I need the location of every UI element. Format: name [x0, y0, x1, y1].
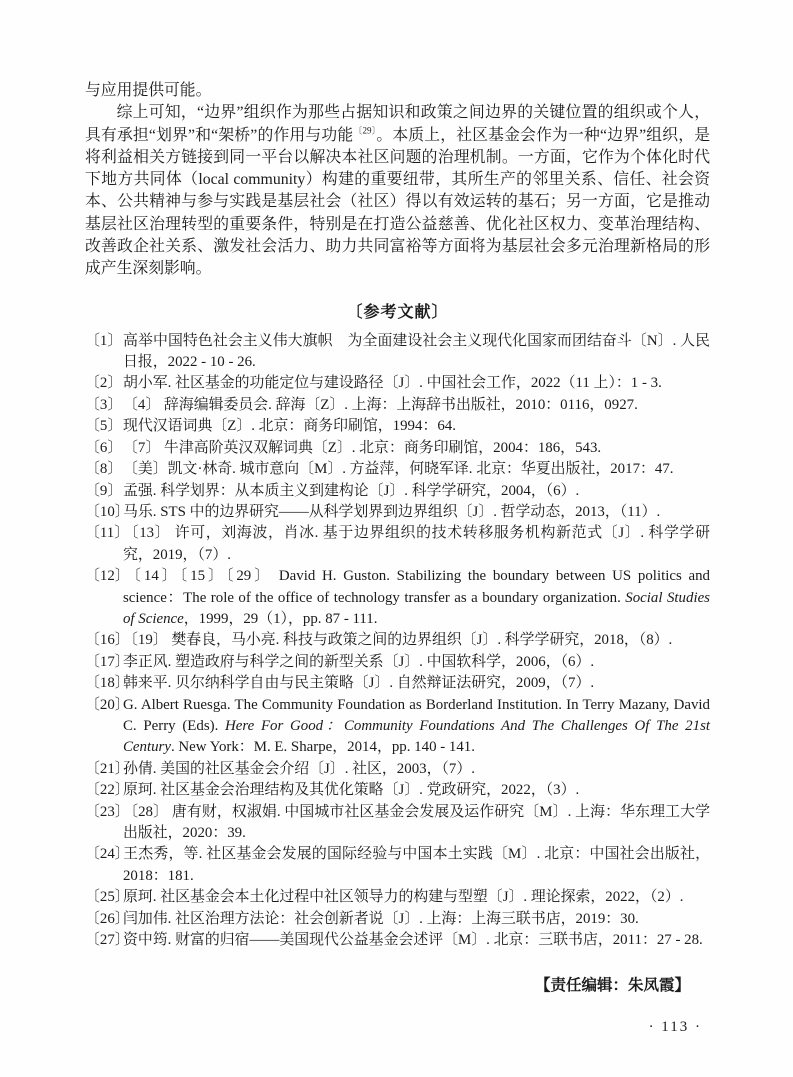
reference-label: 〔27〕: [85, 932, 130, 949]
reference-text: 李正风. 塑造政府与科学之间的新型关系〔J〕. 中国软科学，2006，（6）.: [122, 653, 595, 670]
reference-text: G. Albert Ruesga. The Community Foundation as Borderland Institution. In Terry Mazany, David C. Perry (Eds).: [122, 696, 710, 734]
reference-item: [85, 523, 710, 566]
reference-item: [85, 481, 710, 502]
reference-text: 〔4〕 辞海编辑委员会. 辞海〔Z〕. 上海：上海辞书出版社，2010：0116，0927.: [122, 396, 638, 413]
reference-text: 〔28〕 唐有财，权淑娟. 中国城市社区基金会发展及运作研究〔M〕. 上海：华东理工大学出版社，2020：39.: [122, 803, 710, 842]
reference-text: ，1999，29（1），pp. 87 - 111.: [183, 610, 378, 627]
reference-text: 资中筠. 财富的归宿——美国现代公益基金会述评〔M〕. 北京：三联书店，2011：27 - 28.: [122, 932, 703, 949]
reference-text: Social Studies of Science: [122, 589, 710, 627]
references-heading: 〔参考文献〕: [346, 303, 449, 321]
reference-text: 原珂. 社区基金会治理结构及其优化策略〔J〕. 党政研究，2022，（3）.: [122, 782, 580, 799]
reference-text: 〔美〕凯文·林奇. 城市意向〔M〕. 方益萍，何晓军译. 北京：华夏出版社，2017：47.: [122, 461, 674, 478]
reference-label: 〔26〕: [85, 910, 130, 927]
reference-text: 〔19〕 樊春良，马小亮. 科技与政策之间的边界组织〔J〕. 科学学研究，2018，（8）.: [122, 632, 673, 649]
editor-note: 【责任编辑：朱凤霞】: [534, 977, 690, 995]
reference-label: 〔16〕: [85, 632, 130, 649]
reference-item: [85, 909, 710, 930]
reference-item: [85, 331, 710, 374]
reference-label: 〔9〕: [85, 482, 123, 499]
reference-label: 〔3〕: [85, 396, 123, 413]
reference-item: [85, 395, 710, 416]
reference-item: [85, 459, 710, 480]
reference-text: 闫加伟. 社区治理方法论：社会创新者说〔J〕. 上海：上海三联书店，2019：30.: [122, 910, 639, 927]
reference-text: 韩来平. 贝尔纳科学自由与民主策略〔J〕. 自然辩证法研究，2009，（7）.: [122, 675, 595, 692]
reference-item: [85, 673, 710, 694]
reference-label: 〔17〕: [85, 653, 130, 670]
reference-label: 〔21〕: [85, 760, 130, 777]
citation-superscript: 〔29〕: [353, 125, 377, 136]
reference-text: 高举中国特色社会主义伟大旗帜 为全面建设社会主义现代化国家而团结奋斗〔N〕. 人民日报，2022 - 10 - 26.: [122, 332, 710, 371]
paragraph-continuation-line: 与应用提供可能。: [85, 82, 212, 99]
reference-item: [85, 630, 710, 651]
reference-label: 〔23〕: [85, 803, 130, 820]
reference-label: 〔22〕: [85, 782, 130, 799]
paragraph-text-after-citation: 。本质上，社区基金会作为一种“边界”组织，是将利益相关方链接到同一平台以解决本社区问题的治理机制。一方面，它作为个体化时代下地方共同体（local community）构建的重要纽带，其所生产的邻里关系、信任、社会资本、公共精神与参与实践是基层社会（社区）得以有效运转的基石；另一方面，它是推动基层社区治理转型的重要条件，特别是在打造公益慈善、优化社区权力、变革治理结构、改善政企社关系、激发社会活力、助力共同富裕等方面将为基层社会多元治理新格局的形成产生深刻影响。: [85, 126, 710, 278]
reference-text: 〔14〕〔15〕〔29〕 David H. Guston. Stabilizing the boundary between US politics and science：The role of the office of technology transfer as a boundary organization.: [122, 568, 710, 606]
reference-item: [85, 502, 710, 523]
reference-text: 马乐. STS 中的边界研究——从科学划界到边界组织〔J〕. 哲学动态，2013，（11）.: [122, 503, 661, 520]
main-paragraph: [85, 102, 710, 280]
paragraph-text-before-citation: 综上可知，“边界”组织作为那些占据知识和政策之间边界的关键位置的组织或个人，具有承担“划界”和“架桥”的作用与功能: [85, 104, 710, 144]
reference-item: [85, 759, 710, 780]
reference-label: 〔20〕: [85, 696, 130, 713]
reference-list: [85, 331, 710, 952]
reference-item: [85, 887, 710, 908]
reference-text: 王杰秀，等. 社区基金会发展的国际经验与中国本土实践〔M〕. 北京：中国社会出版社，2018：181.: [122, 846, 710, 884]
reference-label: 〔25〕: [85, 889, 130, 906]
reference-text: . New York：M. E. Sharpe，2014，pp. 140 - 141.: [170, 739, 475, 756]
reference-label: 〔2〕: [85, 375, 123, 392]
reference-label: 〔11〕: [85, 525, 130, 542]
reference-text: 孙倩. 美国的社区基金会介绍〔J〕. 社区，2003，（7）.: [122, 760, 475, 777]
reference-label: 〔1〕: [85, 332, 123, 349]
reference-label: 〔24〕: [85, 846, 130, 863]
reference-text: 现代汉语词典〔Z〕. 北京：商务印刷馆，1994：64.: [122, 418, 456, 435]
reference-item: [85, 438, 710, 459]
reference-label: 〔12〕: [85, 568, 130, 585]
reference-item: [85, 844, 710, 887]
reference-item: [85, 695, 710, 759]
reference-text: 孟强. 科学划界：从本质主义到建构论〔J〕. 科学学研究，2004，（6）.: [122, 482, 580, 499]
reference-item: [85, 930, 710, 951]
reference-label: 〔6〕: [85, 439, 123, 456]
reference-item: [85, 373, 710, 394]
reference-item: [85, 780, 710, 801]
reference-text: 〔7〕 牛津高阶英汉双解词典〔Z〕. 北京：商务印刷馆，2004：186，543.: [122, 439, 602, 456]
reference-item: [85, 802, 710, 845]
reference-label: 〔18〕: [85, 675, 130, 692]
reference-item: [85, 566, 710, 630]
reference-label: 〔10〕: [85, 503, 130, 520]
reference-text: 〔13〕 许可，刘海波，肖冰. 基于边界组织的技术转移服务机构新范式〔J〕. 科学学研究，2019，（7）.: [122, 525, 710, 563]
reference-text: Here For Good：Community Foundations And The Challenges Of The 21st Century: [122, 717, 710, 756]
page-number: · 113 ·: [648, 1019, 702, 1036]
reference-item: [85, 416, 710, 437]
reference-label: 〔8〕: [85, 461, 123, 478]
reference-text: 胡小军. 社区基金的功能定位与建设路径〔J〕. 中国社会工作，2022（11 上）：1 - 3.: [122, 375, 662, 392]
reference-item: [85, 652, 710, 673]
reference-text: 原珂. 社区基金会本土化过程中社区领导力的构建与型塑〔J〕. 理论探索，2022，（2）.: [122, 889, 684, 906]
reference-label: 〔5〕: [85, 418, 123, 435]
